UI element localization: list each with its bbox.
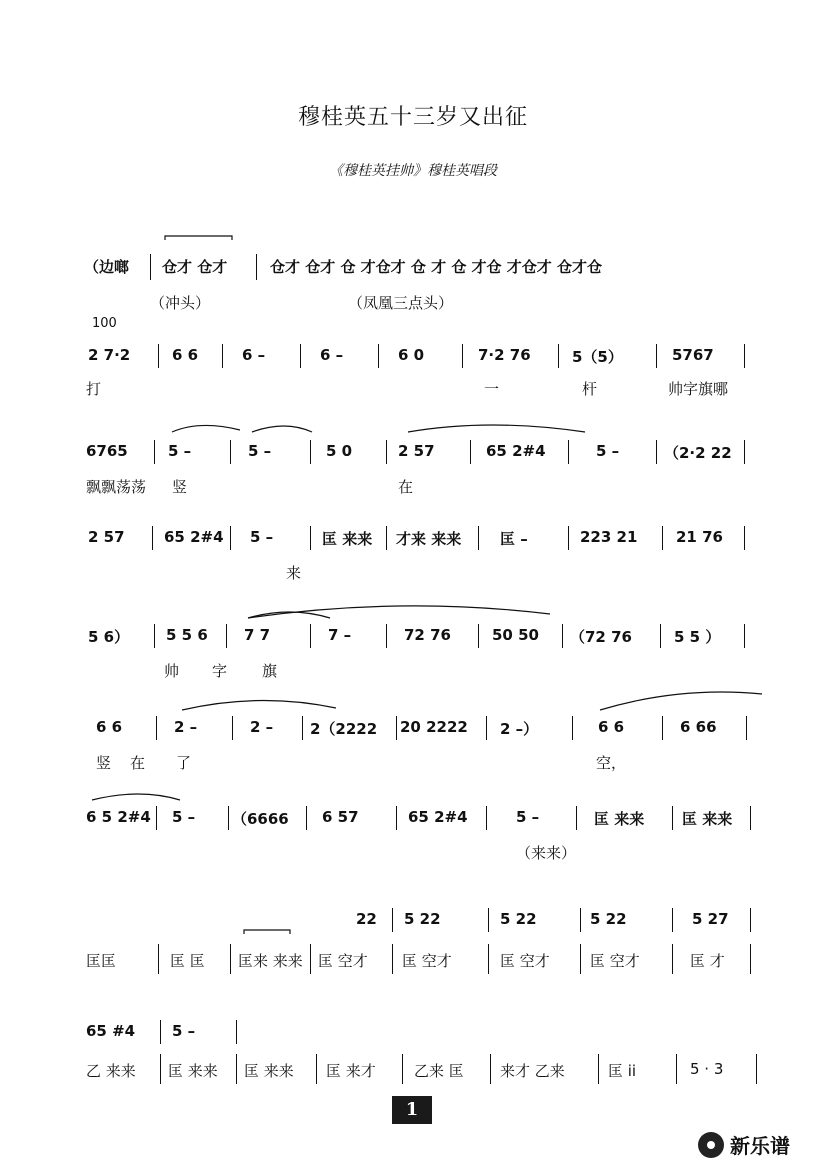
notation-cell: 2 –	[174, 718, 198, 736]
percussion-cell: 乙来 匡	[414, 1062, 464, 1080]
notation-cell: （6666	[232, 810, 289, 828]
percussion-cell: 匡 空才	[590, 952, 640, 970]
notation-cell: 5 5 ）	[674, 628, 721, 646]
lyric-cell: 一	[484, 380, 500, 398]
percussion-cell: 匡来 来来	[238, 952, 303, 970]
notation-cell: 5 27	[692, 910, 729, 928]
brand-name: 新乐谱	[730, 1134, 790, 1158]
notation-cell: 65 #4	[86, 1022, 136, 1040]
notation-cell: 匡 来来	[594, 810, 645, 828]
lyric-cell: 打	[86, 380, 102, 398]
notation-cell: 5 5 6	[166, 626, 208, 644]
notation-cell: 65 2#4	[164, 528, 224, 546]
percussion-cell: 匡 空才	[500, 952, 550, 970]
percussion-cell: 乙 来来	[86, 1062, 136, 1080]
lyric-cell: 在	[130, 754, 146, 772]
page-subtitle: 《穆桂英挂帅》穆桂英唱段	[329, 163, 497, 179]
lyric-cell: 字	[212, 662, 228, 680]
percussion-cell: 5 · 3	[690, 1060, 724, 1078]
notation-cell: 匡 –	[500, 530, 528, 548]
tempo-mark: 100	[92, 316, 117, 331]
percussion-cell: 匡 来来	[168, 1062, 218, 1080]
notation-cell: 5 –	[250, 528, 274, 546]
notation-cell: 2（2222	[310, 720, 378, 738]
notation-cell: 65 2#4	[486, 442, 546, 460]
lyric-cell: （凤凰三点头）	[348, 294, 454, 312]
notation-cell: （边啷	[84, 258, 130, 276]
notation-cell: 21 76	[676, 528, 723, 546]
notation-cell: 5 –	[516, 808, 540, 826]
notation-cell: 5 6）	[88, 628, 130, 646]
notation-cell: 6 6	[598, 718, 625, 736]
notation-cell: 6 0	[398, 346, 425, 364]
notation-cell: 5767	[672, 346, 714, 364]
notation-cell: 6 6	[96, 718, 123, 736]
percussion-cell: 匡 ii	[608, 1062, 637, 1080]
notation-cell: 2 57	[88, 528, 125, 546]
notation-cell: 5 –	[596, 442, 620, 460]
notation-cell: 匡 来来	[322, 530, 373, 548]
notation-cell: 才来 来来	[396, 530, 462, 548]
notation-cell: 6 5 2#4	[86, 808, 151, 826]
lyric-cell: 飘飘荡荡	[86, 478, 147, 496]
notation-cell: 匡 来来	[682, 810, 733, 828]
percussion-cell: 匡 空才	[318, 952, 368, 970]
page-number: 1	[392, 1096, 432, 1124]
lyric-cell: 帅字旗哪	[668, 380, 729, 398]
notation-cell: 2 –	[250, 718, 274, 736]
lyric-cell: 帅	[164, 662, 180, 680]
notation-cell: 2 –）	[500, 720, 539, 738]
notation-cell: 6 –	[242, 346, 266, 364]
notation-cell: 7·2 76	[478, 346, 531, 364]
percussion-cell: 匡 才	[690, 952, 725, 970]
percussion-cell: 匡匡	[86, 952, 117, 970]
percussion-cell: 匡 空才	[402, 952, 452, 970]
notation-cell: 5 22	[500, 910, 537, 928]
notation-cell: 5 –	[172, 808, 196, 826]
notation-cell: 50 50	[492, 626, 539, 644]
notation-cell: 仓才 仓才 仓 才仓才 仓 才 仓 才仓 才仓才 仓才仓	[270, 258, 603, 276]
lyric-cell: （冲头）	[150, 294, 211, 312]
lyric-cell: 竖	[172, 478, 188, 496]
lyric-cell: 杆	[582, 380, 598, 398]
notation-cell: 5 22	[590, 910, 627, 928]
notation-cell: 6 –	[320, 346, 344, 364]
percussion-cell: 匡 匡	[170, 952, 205, 970]
page-title: 穆桂英五十三岁又出征	[297, 105, 528, 130]
notation-cell: （72 76	[570, 628, 632, 646]
notation-cell: （2·2 22	[664, 444, 732, 462]
lyric-cell: 空，	[596, 754, 627, 772]
notation-cell: 5 0	[326, 442, 353, 460]
notation-cell: 6765	[86, 442, 128, 460]
notation-cell: 65 2#4	[408, 808, 468, 826]
notation-cell: 223 21	[580, 528, 638, 546]
lyric-cell: 了	[176, 754, 192, 772]
lyric-cell: 竖	[96, 754, 112, 772]
notation-cell: 7 –	[328, 626, 352, 644]
notation-cell: 7 7	[244, 626, 271, 644]
notation-cell: 20 2222	[400, 718, 468, 736]
notation-cell: 22	[356, 910, 377, 928]
notation-cell: 6 6	[172, 346, 199, 364]
lyric-cell: （来来）	[516, 844, 577, 862]
brand-logo	[698, 1130, 790, 1159]
percussion-cell: 匡 来来	[244, 1062, 294, 1080]
notation-cell: 5 –	[168, 442, 192, 460]
percussion-cell: 匡 来才	[326, 1062, 376, 1080]
notation-cell: 2 57	[398, 442, 435, 460]
lyric-cell: 在	[398, 478, 414, 496]
notation-cell: 2 7·2	[88, 346, 131, 364]
notation-cell: 5 22	[404, 910, 441, 928]
percussion-cell: 来才 乙来	[500, 1062, 565, 1080]
lyric-cell: 旗	[262, 662, 278, 680]
notation-cell: 5（5）	[572, 348, 623, 366]
notation-cell: 72 76	[404, 626, 451, 644]
vinyl-disc-icon	[698, 1132, 724, 1158]
lyric-cell: 来	[286, 564, 302, 582]
notation-cell: 仓才 仓才	[162, 258, 228, 276]
notation-cell: 5 –	[248, 442, 272, 460]
notation-cell: 5 –	[172, 1022, 196, 1040]
notation-cell: 6 66	[680, 718, 717, 736]
notation-cell: 6 57	[322, 808, 359, 826]
